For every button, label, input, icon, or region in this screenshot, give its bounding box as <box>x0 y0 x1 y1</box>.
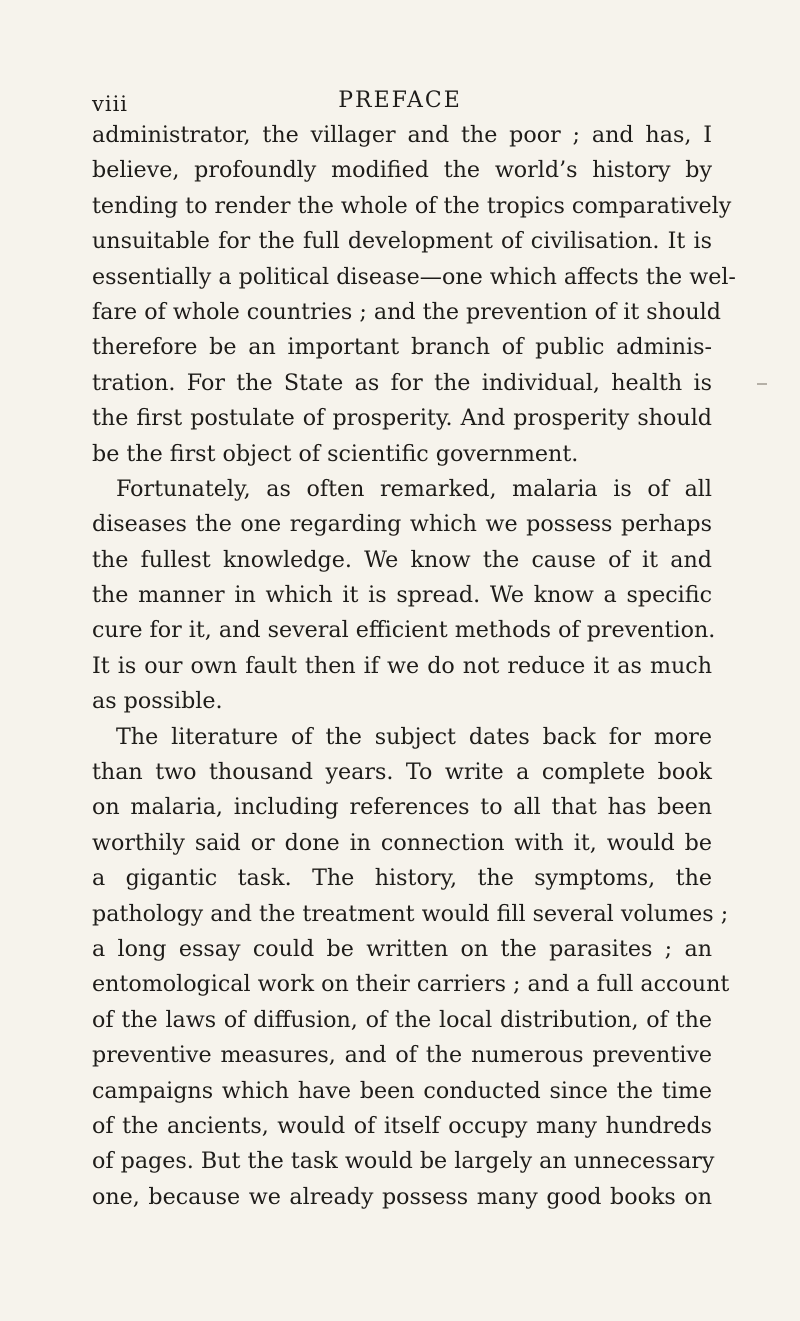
text-line: the first postulate of prosperity. And prosperity should <box>92 405 712 432</box>
text-line: a gigantic task. The history, the symptoms, the <box>92 865 712 892</box>
text-line: the manner in which it is spread. We know a specific <box>92 582 712 609</box>
paragraph-start-line: Fortunately, as often remarked, malaria is of all <box>116 475 712 502</box>
text-line: campaigns which have been conducted since the time <box>92 1077 712 1104</box>
text-line: tending to render the whole of the tropics comparatively <box>92 192 732 219</box>
text-line: administrator, the villager and the poor ; and has, I <box>92 122 712 148</box>
text-line: the fullest knowledge. We know the cause of it and <box>92 546 712 573</box>
text-line: of the laws of diffusion, of the local distribution, of the <box>92 1006 712 1033</box>
text-line: cure for it, and several efficient methods of prevention. <box>92 617 716 644</box>
text-line: preventive measures, and of the numerous preventive <box>92 1042 712 1069</box>
text-line: believe, profoundly modified the world’s history by <box>92 157 712 184</box>
text-line: therefore be an important branch of public adminis- <box>92 334 712 361</box>
text-line: on malaria, including references to all that has been <box>92 794 712 821</box>
paragraph-start-line: The literature of the subject dates back for more <box>116 723 712 750</box>
page-number: viii <box>92 92 129 116</box>
text-line: diseases the one regarding which we possess perhaps <box>92 511 712 538</box>
running-title: PREFACE <box>338 88 462 113</box>
running-header <box>0 86 800 116</box>
text-line: worthily said or done in connection with it, would be <box>92 829 712 856</box>
text-line: unsuitable for the full development of civilisation. It is <box>92 228 712 255</box>
paragraph-end-line: as possible. <box>92 688 223 715</box>
text-line: pathology and the treatment would fill several volumes ; <box>92 900 729 927</box>
text-line: fare of whole countries ; and the prevention of it should <box>92 298 721 325</box>
paper-speck <box>757 383 767 385</box>
text-line: of pages. But the task would be largely an unnecessary <box>92 1148 715 1175</box>
text-line: one, because we already possess many good books on <box>92 1183 712 1210</box>
text-line: than two thousand years. To write a complete book <box>92 759 712 786</box>
text-line: a long essay could be written on the parasites ; an <box>92 935 712 962</box>
paragraph-end-line: be the first object of scientific government. <box>92 440 579 467</box>
text-line: It is our own fault then if we do not reduce it as much <box>92 652 712 679</box>
text-line: of the ancients, would of itself occupy many hundreds <box>92 1112 712 1139</box>
text-line: essentially a political disease—one which affects the wel- <box>92 263 736 290</box>
text-line: entomological work on their carriers ; and a full account <box>92 971 730 998</box>
text-line: tration. For the State as for the individual, health is <box>92 369 712 396</box>
body-text <box>92 118 736 1215</box>
